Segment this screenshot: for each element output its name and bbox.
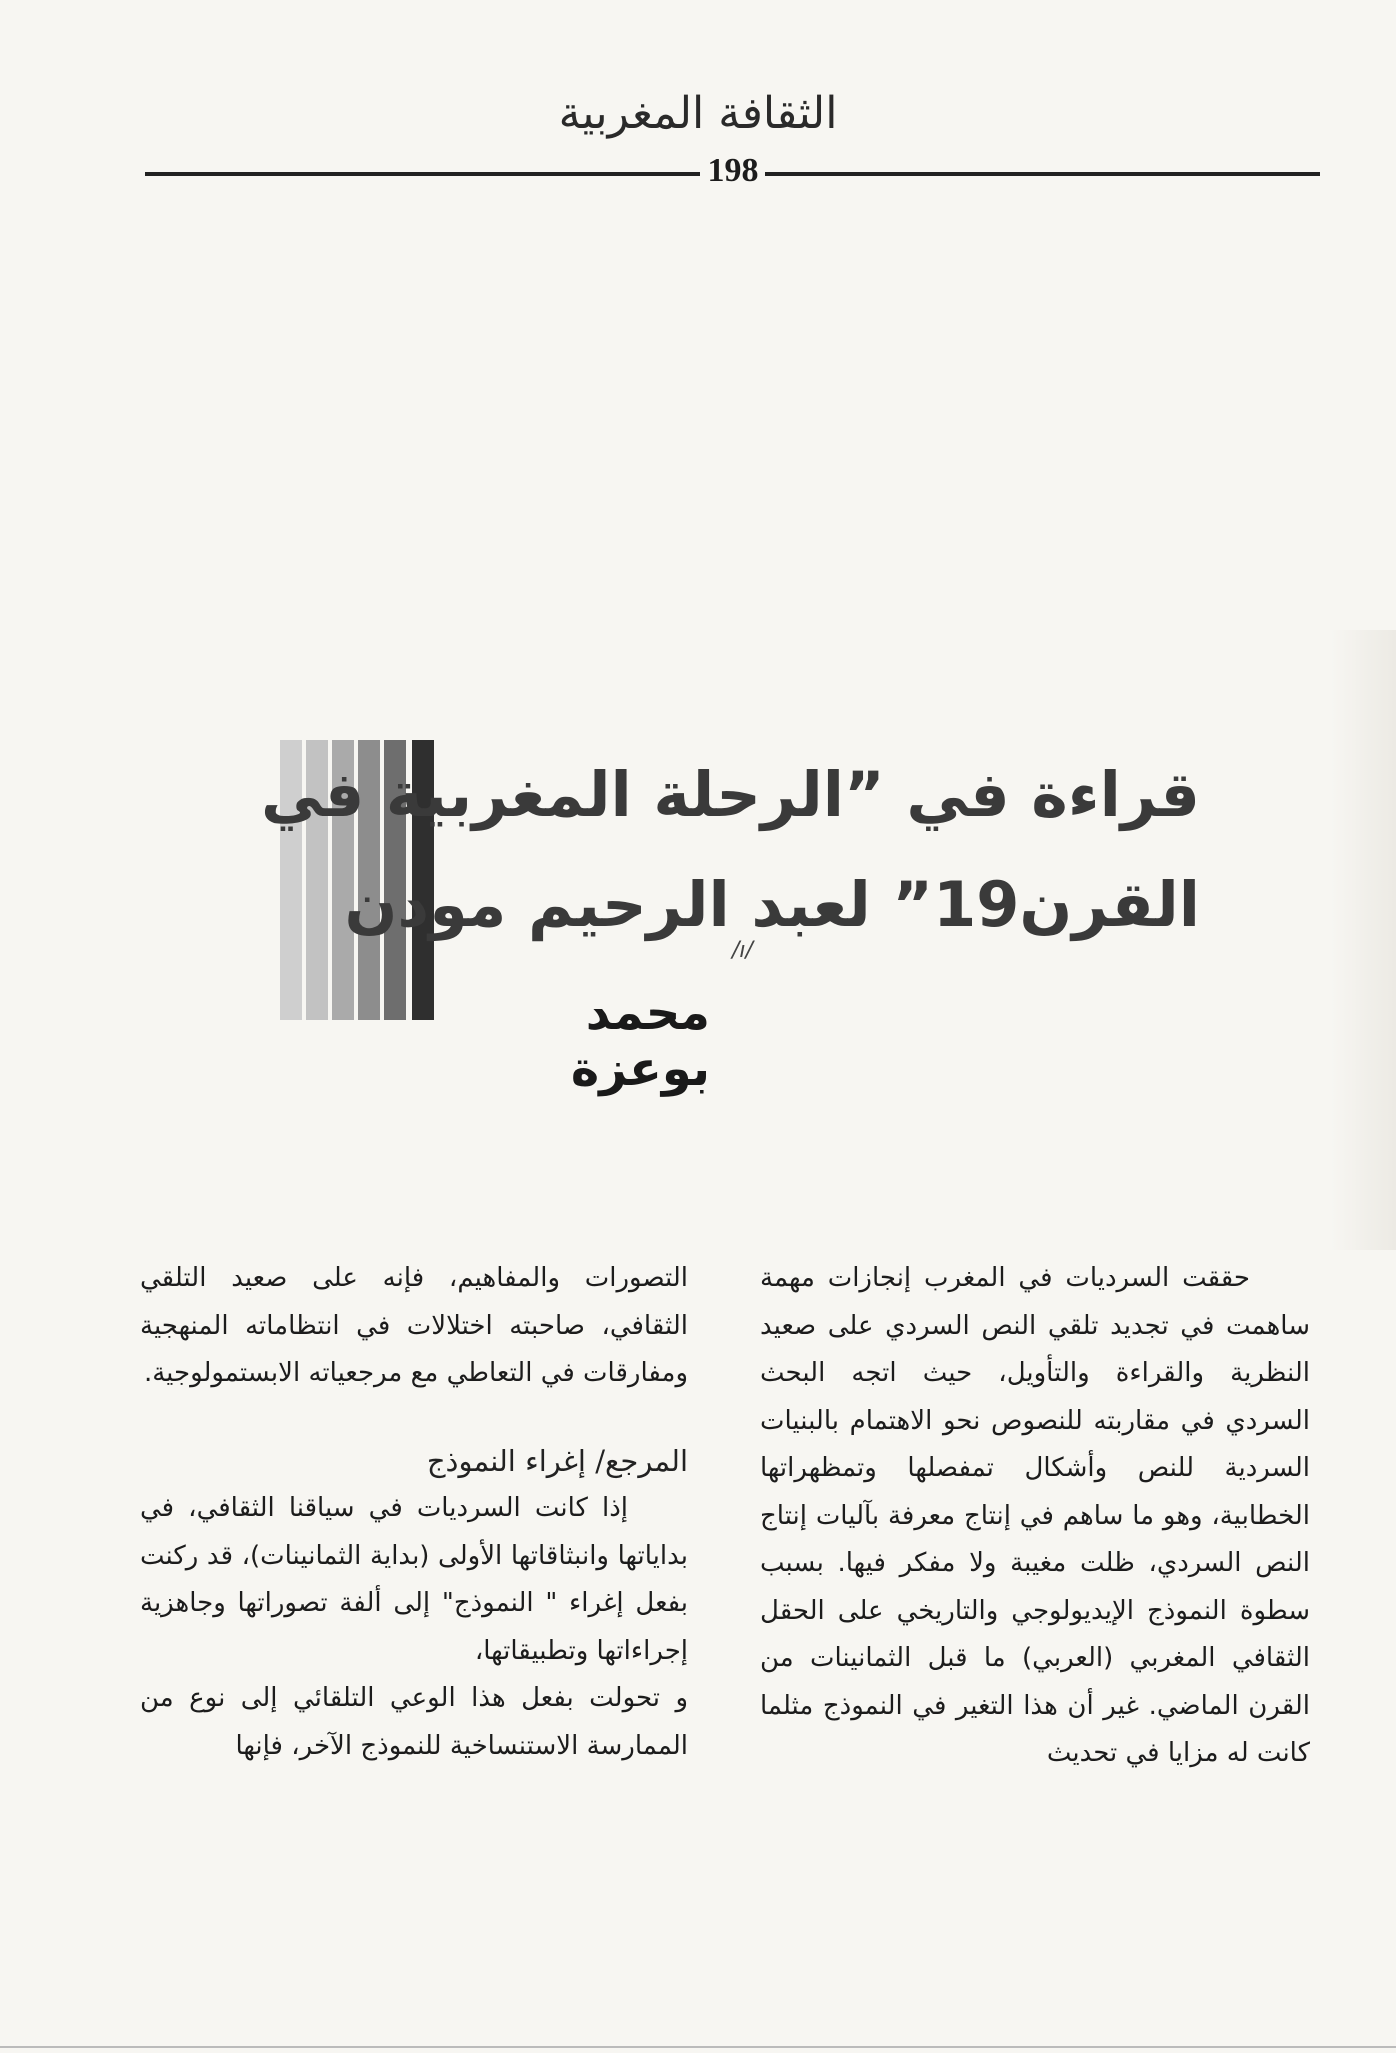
body-column-left bbox=[140, 1255, 688, 1770]
header-rule-right bbox=[765, 172, 1320, 176]
section-subheading: المرجع/ إغراء النموذج bbox=[426, 1443, 688, 1478]
article-title-line-1: قراءة في ”الرحلة المغربية في bbox=[261, 758, 1200, 831]
page-number: 198 bbox=[707, 152, 759, 189]
body-paragraph: إذا كانت السرديات في سياقنا الثقافي، في بداياتها وانبثاقاتها الأولى (بداية الثمانينات)، قد ركنت بفعل إغراء " النموذج" إلى ألفة تصوراتها وجاهزية إجراءاتها وتطبيقاتها، bbox=[140, 1493, 688, 1666]
article-title bbox=[261, 740, 1200, 960]
body-paragraph-continuation: التصورات والمفاهيم، فإنه على صعيد التلقي الثقافي، صاحبته اختلالات في انتظاماته المنهجية ومفارقات في التعاطي مع مرجعياته الابستمولوجية. bbox=[140, 1263, 688, 1388]
body-paragraph: و تحولت بفعل هذا الوعي التلقائي إلى نوع من الممارسة الاستنساخية للنموذج الآخر، فإنها bbox=[140, 1683, 688, 1761]
signature-mark: /ı/ bbox=[732, 938, 753, 963]
author-name: محمد بوعزة bbox=[570, 985, 710, 1097]
body-column-right bbox=[760, 1255, 1310, 1778]
article-title-line-2: القرن19” لعبد الرحيم مودن bbox=[344, 868, 1200, 941]
header-rule-left bbox=[145, 172, 700, 176]
body-paragraph: حققت السرديات في المغرب إنجازات مهمة ساهمت في تجديد تلقي النص السردي على صعيد النظرية والقراءة والتأويل، حيث اتجه البحث السردي في مقاربته للنصوص نحو الاهتمام بالبنيات السردية للنص وأشكال تمفصلها وتمظهراتها الخطابية، وهو ما ساهم في إنتاج معرفة بآليات إنتاج النص السردي، ظلت مغيبة ولا مفكر فيها. بسبب سطوة النموذج الإيديولوجي والتاريخي على الحقل الثقافي المغربي (العربي) ما قبل الثمانينات من القرن الماضي. غير أن هذا التغير في النموذج مثلما كانت له مزايا في تحديث bbox=[760, 1263, 1310, 1768]
journal-title: الثقافة المغربية bbox=[558, 88, 838, 139]
page-bottom-edge bbox=[0, 2046, 1396, 2048]
margin-shade bbox=[1330, 630, 1396, 1250]
